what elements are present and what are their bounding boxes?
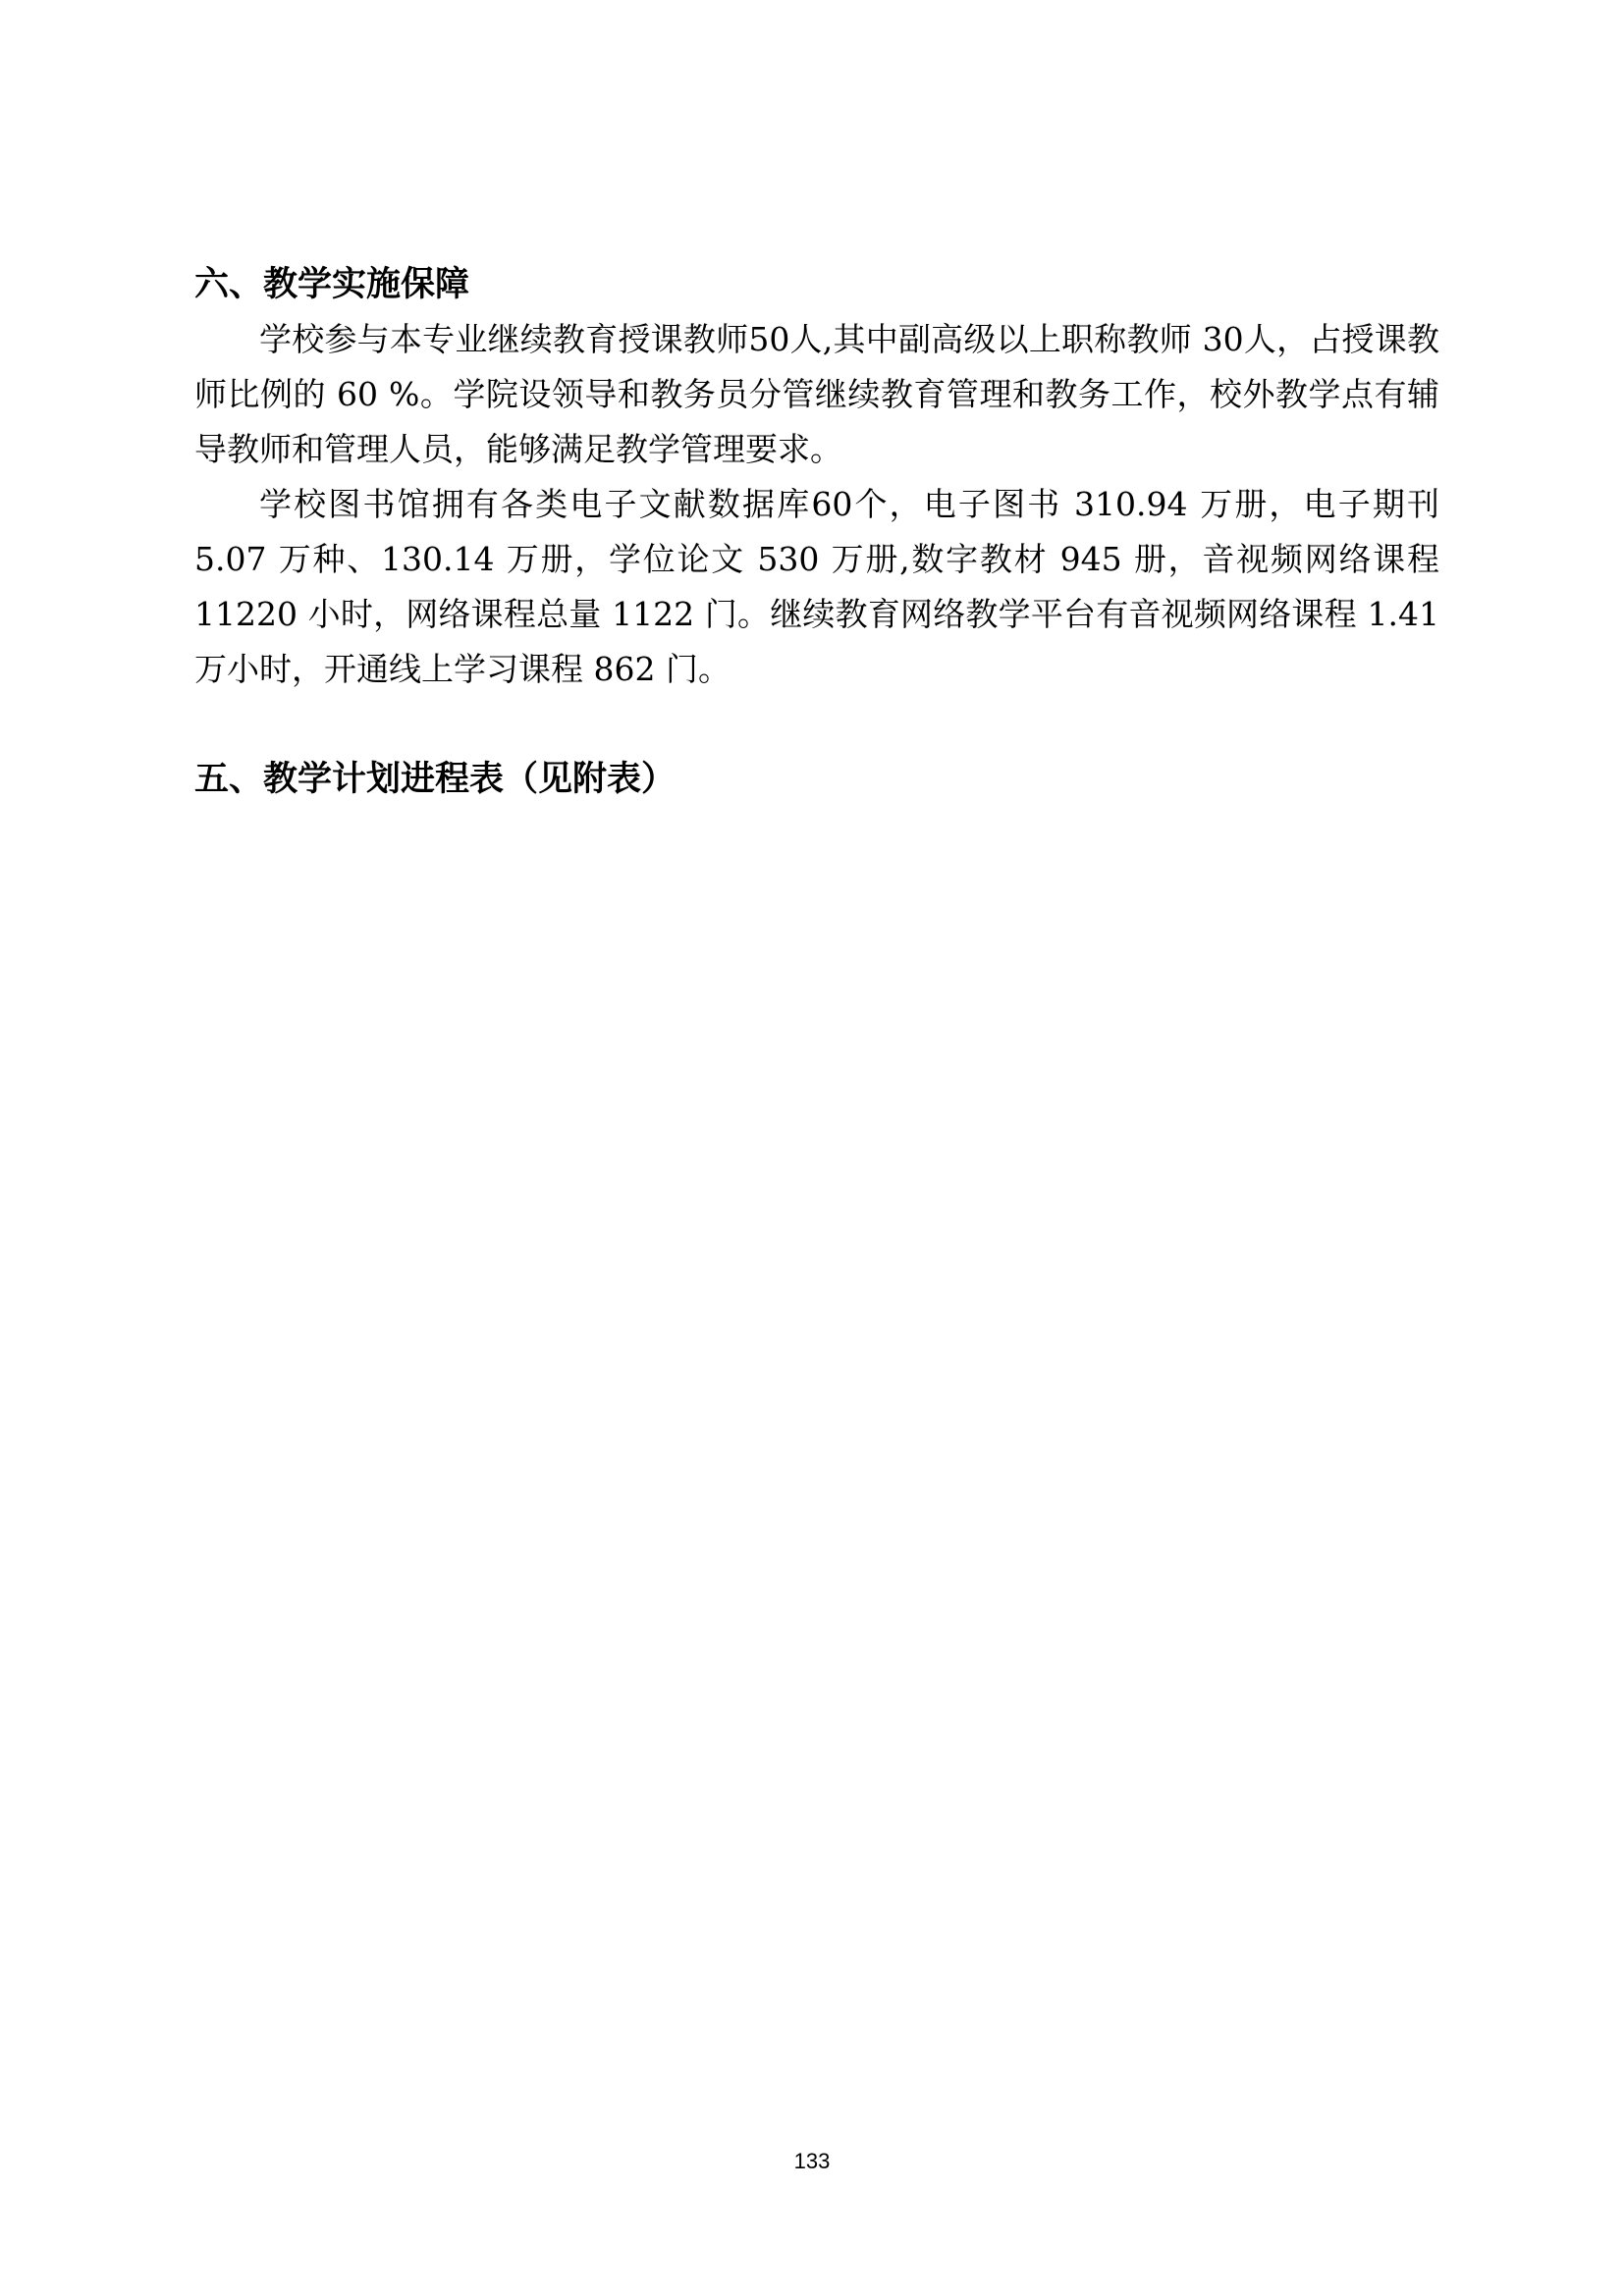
- paragraph-teaching-staff: 学校参与本专业继续教育授课教师50人,其中副高级以上职称教师 30人，占授课教师比例的 60 %。学院设领导和教务员分管继续教育管理和教务工作，校外教学点有辅导教师和管理人员，能够满足教学管理要求。: [194, 320, 1439, 468]
- paragraph-library-resources: 学校图书馆拥有各类电子文献数据库60个，电子图书 310.94 万册，电子期刊 5.07 万种、130.14 万册，学位论文 530 万册,数字教材 945 册，音视频网络课程 11220 小时，网络课程总量 1122 门。继续教育网络教学平台有音视频网络课程 1.41 万小时，开通线上学习课程 862 门。: [194, 485, 1439, 688]
- section-heading-teaching-support: 六、教学实施保障: [194, 265, 470, 304]
- page-number: 133: [793, 2149, 831, 2173]
- section-spacer: [194, 697, 1439, 752]
- page-content: [194, 257, 1439, 807]
- section-heading-teaching-plan: 五、教学计划进程表（见附表）: [194, 760, 677, 799]
